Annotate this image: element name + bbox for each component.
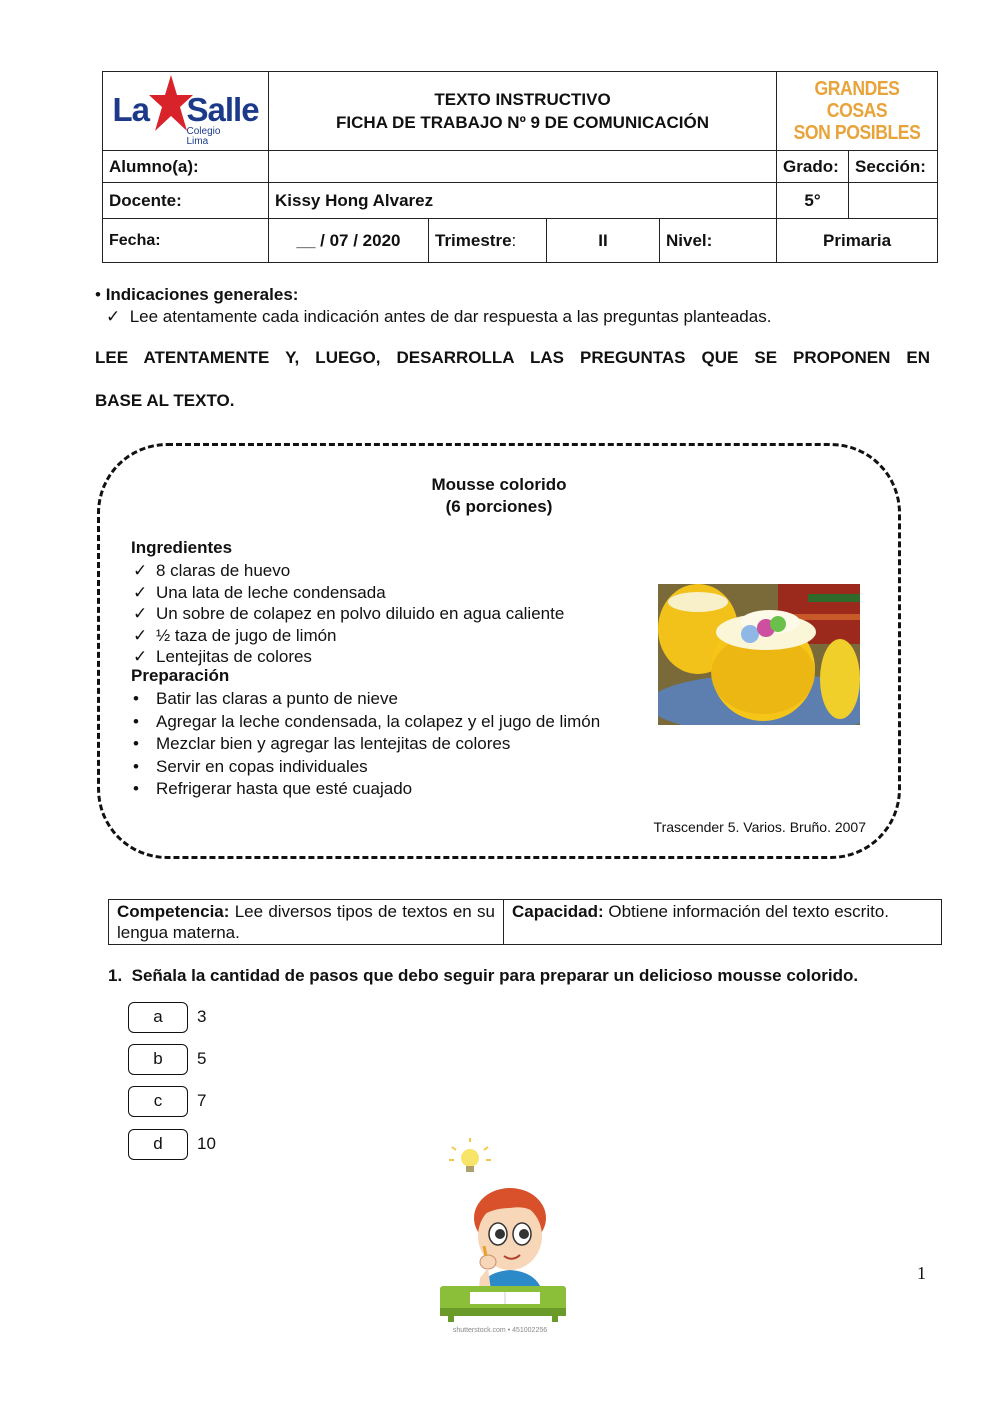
- page-number: 1: [917, 1263, 926, 1283]
- seccion-label: Sección:: [849, 151, 938, 183]
- option-value: 7: [197, 1091, 207, 1110]
- capacidad-cell: Capacidad: Obtiene información del texto escrito.: [504, 900, 942, 945]
- question-1: 1. Señala la cantidad de pasos que debo seguir para preparar un delicioso mousse colorido.: [108, 966, 859, 985]
- option-box[interactable]: c: [128, 1086, 188, 1117]
- list-item: • Refrigerar hasta que esté cuajado: [131, 778, 600, 801]
- slogan-cell: [777, 72, 938, 151]
- list-item: ✓ Un sobre de colapez en polvo diluido en agua caliente: [131, 603, 564, 625]
- option-value: 5: [197, 1049, 207, 1068]
- competencia-table: [108, 899, 942, 945]
- seccion-field[interactable]: [849, 183, 938, 219]
- instruction-line-1: LEE ATENTAMENTE Y, LUEGO, DESARROLLA LAS PREGUNTAS QUE SE PROPONEN EN: [95, 348, 930, 367]
- list-item: ✓ ½ taza de jugo de limón: [131, 625, 564, 647]
- indications-item: ✓ Lee atentamente cada indicación antes de dar respuesta a las preguntas planteadas.: [106, 307, 772, 326]
- ingredients-heading: Ingredientes: [131, 538, 233, 557]
- ingredients-list: [131, 560, 564, 668]
- fecha-value: __ / 07 / 2020: [269, 219, 429, 263]
- option-box[interactable]: a: [128, 1002, 188, 1033]
- la-salle-logo: [111, 75, 261, 147]
- competencia-cell: Competencia: Lee diversos tipos de textos en su lengua materna.: [109, 900, 504, 945]
- grado-label: Grado:: [777, 151, 849, 183]
- instruction-line-2: BASE AL TEXTO.: [95, 391, 235, 410]
- slogan-logo: GRANDES COSAS SON POSIBLES: [793, 78, 921, 144]
- header-table: [102, 71, 938, 263]
- logo-subtitle: Colegio Lima: [186, 126, 221, 147]
- logo-la: La: [112, 91, 150, 128]
- document-title: TEXTO INSTRUCTIVO FICHA DE TRABAJO Nº 9 DE COMUNICACIÓN: [269, 72, 777, 151]
- recipe-title: Mousse colorido (6 porciones): [431, 475, 567, 516]
- docente-label: Docente:: [103, 183, 269, 219]
- nivel-label: Nivel:: [660, 219, 777, 263]
- thinking-boy-illustration: [430, 1138, 570, 1338]
- logo-cell: [103, 72, 269, 151]
- mousse-photo: [658, 584, 860, 725]
- trimestre-value: II: [547, 219, 660, 263]
- list-item: • Agregar la leche condensada, la colapez y el jugo de limón: [131, 711, 600, 734]
- alumno-field[interactable]: [269, 151, 777, 183]
- list-item: • Batir las claras a punto de nieve: [131, 688, 600, 711]
- check-icon: ✓: [106, 307, 121, 326]
- logo-salle: Salle: [186, 91, 259, 128]
- recipe-source: Trascender 5. Varios. Bruño. 2007: [653, 819, 866, 835]
- option-box[interactable]: b: [128, 1044, 188, 1075]
- fecha-label: Fecha:: [103, 219, 269, 263]
- alumno-label: Alumno(a):: [103, 151, 269, 183]
- option-value: 10: [197, 1134, 216, 1153]
- grado-value: 5°: [777, 183, 849, 219]
- preparation-list: [131, 688, 600, 801]
- list-item: • Mezclar bien y agregar las lentejitas de colores: [131, 733, 600, 756]
- list-item: ✓ 8 claras de huevo: [131, 560, 564, 582]
- svg-text:shutterstock.com • 451002256: shutterstock.com • 451002256: [452, 1327, 548, 1334]
- list-item: ✓ Una lata de leche condensada: [131, 582, 564, 604]
- indications-heading: • Indicaciones generales:: [95, 285, 299, 304]
- option-box[interactable]: d: [128, 1129, 188, 1160]
- trimestre-label: Trimestre:: [429, 219, 547, 263]
- option-value: 3: [197, 1007, 207, 1026]
- list-item: ✓ Lentejitas de colores: [131, 646, 564, 668]
- recipe-box: [97, 443, 901, 859]
- preparation-heading: Preparación: [131, 666, 230, 685]
- docente-value: Kissy Hong Alvarez: [269, 183, 777, 219]
- nivel-value: Primaria: [777, 219, 938, 263]
- list-item: • Servir en copas individuales: [131, 756, 600, 779]
- lightbulb-icon: [449, 1138, 491, 1172]
